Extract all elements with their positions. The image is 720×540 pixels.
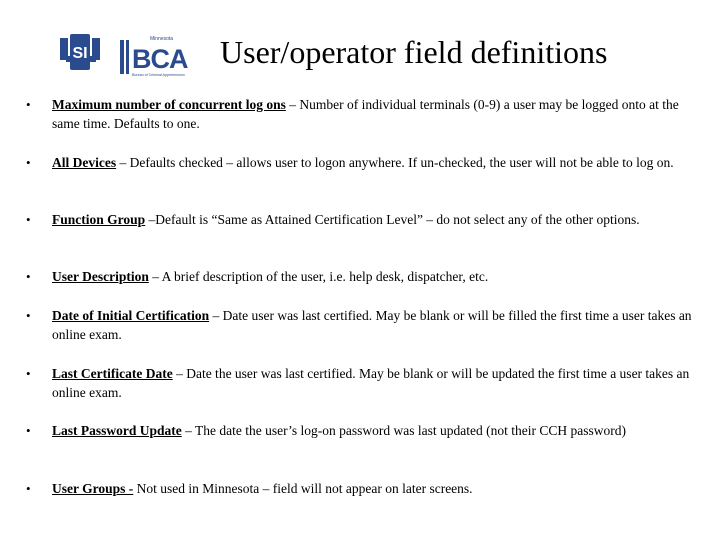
definition-term: Function Group — [52, 212, 146, 227]
bullet-marker: • — [26, 212, 31, 227]
definition-term: Last Certificate Date — [52, 366, 173, 381]
definition-description: Default is “Same as Attained Certification Level” – do not select any of the other options. — [155, 212, 640, 227]
definition-separator: – — [181, 423, 196, 438]
definition-separator: – — [209, 308, 223, 323]
definition-text — [52, 306, 698, 344]
definition-text — [52, 364, 698, 402]
bullet-marker: • — [26, 308, 31, 323]
logo-graphics — [58, 30, 200, 80]
definition-text — [52, 153, 698, 172]
definition-description: The date the user’s log-on password was last updated (not their CCH password) — [195, 423, 626, 438]
bullet-marker: • — [26, 423, 31, 438]
definition-description: Defaults checked – allows user to logon anywhere. If un-checked, the user will not be able to log on. — [129, 155, 674, 170]
definition-term: All Devices — [52, 155, 117, 170]
definition-text — [52, 421, 698, 440]
definition-description: Date user was last certified. May be blank or will be filled the first time a user takes an online exam. — [52, 308, 692, 342]
header-logos — [58, 30, 200, 80]
definition-term: User Description — [52, 269, 149, 284]
definition-term: User Groups - — [52, 481, 134, 496]
bullet-marker: • — [26, 269, 31, 284]
definition-description: Not used in Minnesota – field will not appear on later screens. — [136, 481, 473, 496]
definition-text — [52, 95, 698, 133]
si-logo — [60, 34, 100, 70]
definition-separator: – — [148, 269, 162, 284]
definition-text — [52, 267, 698, 286]
definition-term: Maximum number of concurrent log ons — [52, 97, 286, 112]
bullet-marker: • — [26, 366, 31, 381]
page-title: User/operator field definitions — [220, 34, 608, 70]
definition-description: Number of individual terminals (0-9) a user may be logged onto at the same time. Defaults to one. — [52, 97, 679, 131]
definition-term: Last Password Update — [52, 423, 182, 438]
definition-separator: – — [116, 155, 130, 170]
bca-logo-sub: Bureau of Criminal Apprehension — [132, 73, 185, 77]
si-logo-text: SI — [72, 45, 88, 62]
bca-logo-text: BCA — [132, 44, 188, 74]
bullet-marker: • — [26, 481, 31, 496]
definition-term: Date of Initial Certification — [52, 308, 210, 323]
definition-separator: – — [145, 212, 156, 227]
definition-text — [52, 479, 698, 498]
bullet-marker: • — [26, 155, 31, 170]
bca-logo-small: Minnesota — [150, 36, 174, 42]
bullet-marker: • — [26, 97, 31, 112]
definition-separator: – — [285, 97, 300, 112]
bca-logo — [120, 36, 188, 77]
definition-description: A brief description of the user, i.e. help desk, dispatcher, etc. — [161, 269, 489, 284]
definition-text — [52, 210, 698, 229]
definition-separator: – — [172, 366, 187, 381]
definition-description: Date the user was last certified. May be blank or will be updated the first time a user takes an online exam. — [52, 366, 690, 400]
